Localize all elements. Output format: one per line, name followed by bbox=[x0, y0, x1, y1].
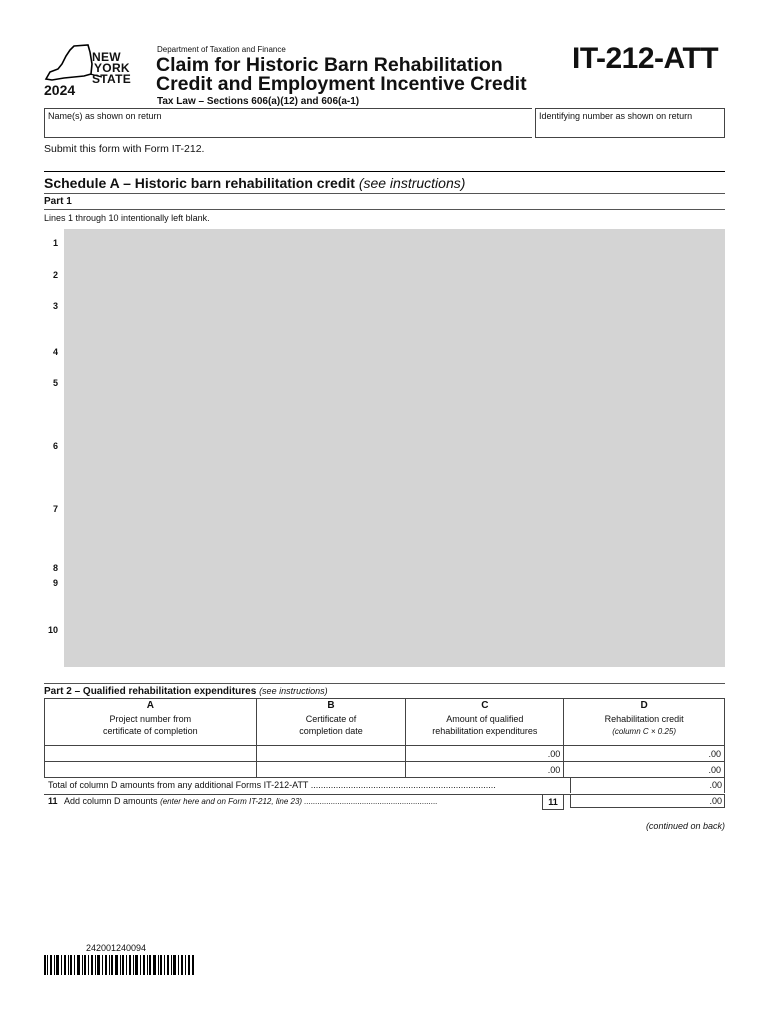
table-row bbox=[45, 746, 725, 762]
divider bbox=[44, 683, 725, 684]
line-number: 5 bbox=[52, 378, 58, 388]
part1-label: Part 1 bbox=[44, 196, 72, 207]
expenditures-amount-cell[interactable]: .00 bbox=[406, 746, 564, 762]
schedule-a-title bbox=[44, 175, 465, 191]
barcode-icon bbox=[44, 955, 194, 975]
column-letter: B bbox=[327, 700, 335, 711]
line-number: 6 bbox=[52, 441, 58, 451]
completion-date-cell[interactable] bbox=[256, 746, 406, 762]
line-11-number: 11 bbox=[48, 796, 58, 806]
name-field[interactable] bbox=[44, 108, 532, 138]
blank-lines-shaded-area bbox=[64, 229, 725, 667]
schedule-a-title-note: (see instructions) bbox=[358, 175, 466, 191]
tax-year: 2024 bbox=[44, 82, 76, 98]
table-header-row bbox=[45, 699, 725, 746]
barcode-number: 242001240094 bbox=[86, 943, 147, 953]
name-field-label: Name(s) as shown on return bbox=[48, 111, 162, 121]
project-number-cell[interactable] bbox=[45, 762, 257, 778]
line-11-label: Add column D amounts (enter here and on Form IT-212, line 23) ............................................................ bbox=[64, 796, 438, 806]
additional-forms-total-label: Total of column D amounts from any additional Forms IT-212-ATT .......................................................................... bbox=[48, 780, 496, 790]
line-number: 1 bbox=[52, 238, 58, 248]
logo-new: NEW bbox=[92, 50, 121, 64]
tax-law-reference: Tax Law – Sections 606(a)(12) and 606(a-1) bbox=[157, 96, 360, 107]
line-number: 3 bbox=[52, 301, 58, 311]
line-number: 4 bbox=[52, 347, 58, 357]
column-d-header bbox=[564, 699, 725, 746]
completion-date-cell[interactable] bbox=[256, 762, 406, 778]
identifying-number-label: Identifying number as shown on return bbox=[539, 111, 693, 121]
nys-logo bbox=[44, 42, 144, 98]
line-number: 9 bbox=[52, 578, 58, 588]
divider bbox=[44, 193, 725, 194]
column-c-header bbox=[406, 699, 564, 746]
form-title-line2: Credit and Employment Incentive Credit bbox=[156, 73, 527, 95]
credit-amount-cell[interactable]: .00 bbox=[564, 746, 725, 762]
line-11-box: 11 bbox=[542, 794, 564, 810]
logo-state: STATE bbox=[92, 72, 132, 86]
part2-title-note: (see instructions) bbox=[259, 686, 328, 696]
schedule-a-title-text: Schedule A – Historic barn rehabilitation credit bbox=[44, 175, 355, 191]
part2-title bbox=[44, 686, 328, 697]
form-title bbox=[156, 56, 527, 94]
additional-forms-total-line bbox=[44, 778, 725, 795]
identifying-number-field[interactable] bbox=[535, 108, 725, 138]
credit-amount-cell[interactable]: .00 bbox=[564, 762, 725, 778]
column-letter: C bbox=[481, 700, 489, 711]
line-number: 8 bbox=[52, 563, 58, 573]
form-title-line1: Claim for Historic Barn Rehabilitation bbox=[156, 54, 503, 76]
column-b-header bbox=[256, 699, 406, 746]
project-number-cell[interactable] bbox=[45, 746, 257, 762]
column-letter: D bbox=[640, 700, 648, 711]
form-id: IT-212-ATT bbox=[572, 42, 719, 75]
line-11-amount[interactable]: .00 bbox=[570, 794, 725, 808]
column-desc: Amount of qualified rehabilitation expenditures bbox=[432, 714, 538, 736]
line-number: 2 bbox=[52, 270, 58, 280]
expenditures-amount-cell[interactable]: .00 bbox=[406, 762, 564, 778]
column-desc: Rehabilitation credit (column C × 0.25) bbox=[604, 714, 684, 736]
part2-title-text: Part 2 – Qualified rehabilitation expenditures bbox=[44, 686, 257, 697]
column-letter: A bbox=[146, 700, 154, 711]
column-desc: Project number from certificate of completion bbox=[103, 714, 198, 736]
logo-york: YORK bbox=[94, 61, 130, 75]
schedule-divider bbox=[44, 171, 725, 172]
submit-note: Submit this form with Form IT-212. bbox=[44, 143, 205, 155]
expenditures-table bbox=[44, 698, 725, 778]
continued-note: (continued on back) bbox=[645, 821, 725, 831]
blank-lines-note: Lines 1 through 10 intentionally left blank. bbox=[44, 213, 210, 223]
additional-forms-total-amount[interactable]: .00 bbox=[570, 777, 725, 793]
line-number: 7 bbox=[52, 504, 58, 514]
column-desc: Certificate of completion date bbox=[299, 714, 363, 736]
column-a-header bbox=[45, 699, 257, 746]
table-row bbox=[45, 762, 725, 778]
line-number: 10 bbox=[47, 625, 58, 635]
department-name: Department of Taxation and Finance bbox=[157, 45, 286, 54]
divider bbox=[44, 209, 725, 210]
